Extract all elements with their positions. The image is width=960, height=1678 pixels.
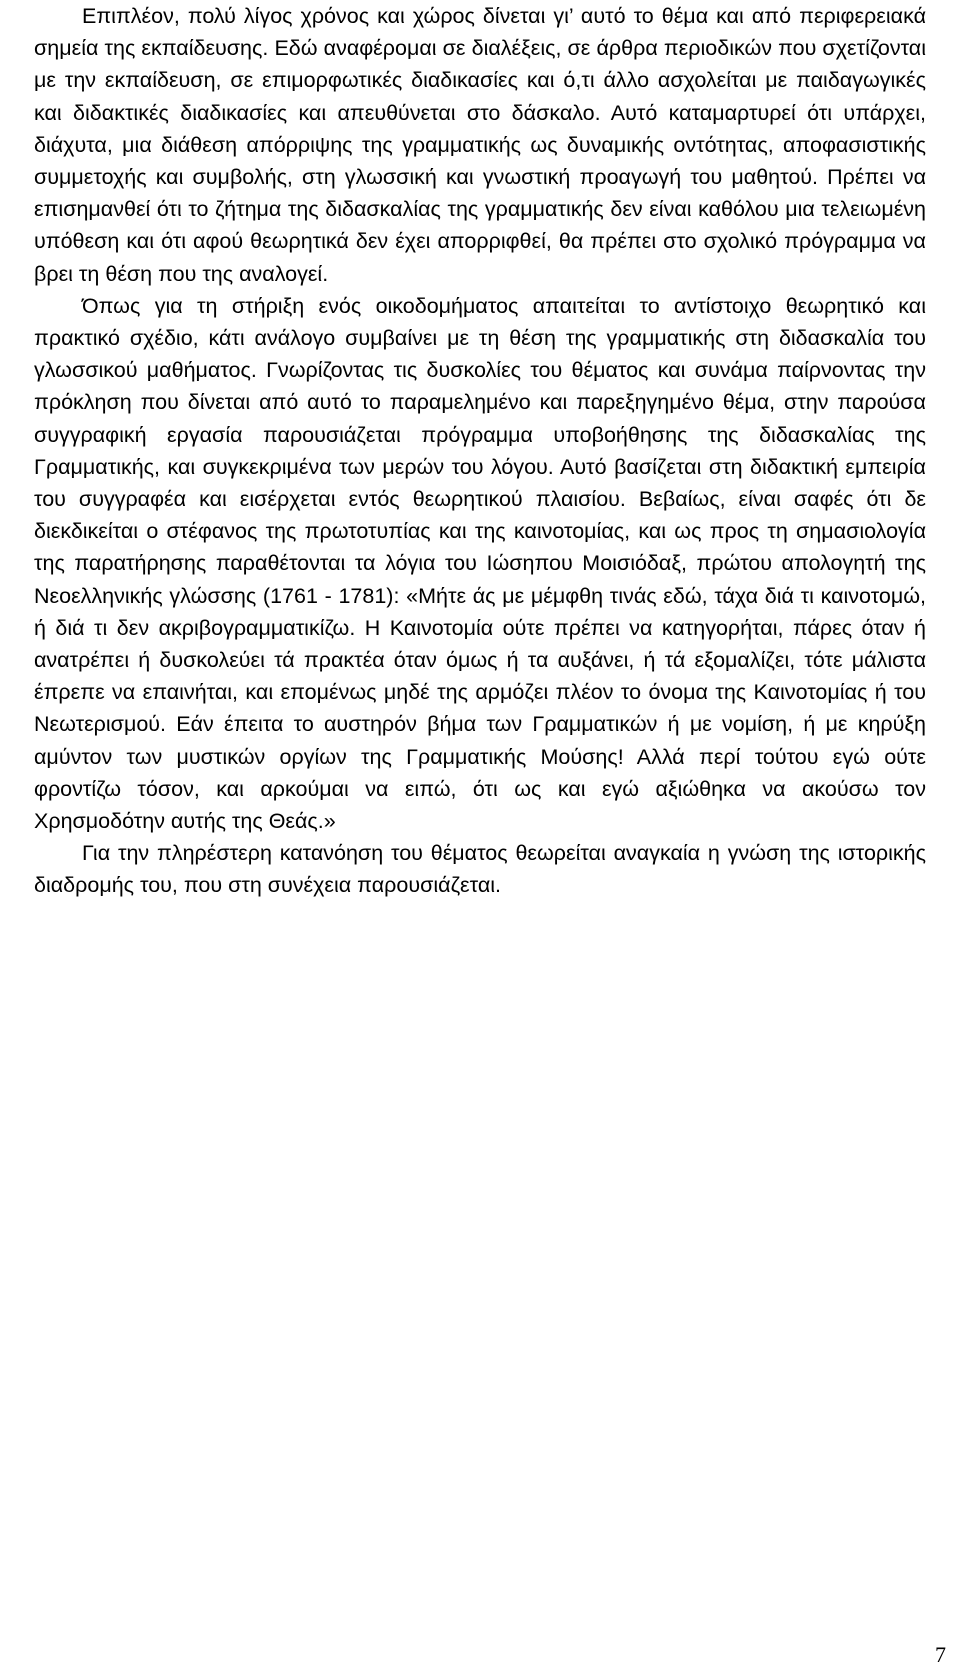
page-number: 7 — [935, 1642, 946, 1667]
paragraph-3: Για την πληρέστερη κατανόηση του θέματος θεωρείται αναγκαία η γνώση της ιστορικής διαδρομής του, που στη συνέχεια παρουσιάζεται. — [34, 841, 926, 898]
paragraph-1: Επιπλέον, πολύ λίγος χρόνος και χώρος δίνεται γι’ αυτό το θέμα και από περιφερειακά σημεία της εκπαίδευσης. Εδώ αναφέρομαι σε διαλέξεις, σε άρθρα περιοδικών που σχετίζονται με την εκπαίδευση, σε επιμορφωτικές διαδικασίες και ό,τι άλλο ασχολείται με παιδαγωγικές και διδακτικές διαδικασίες και απευθύνεται στο δάσκαλο. Αυτό καταμαρτυρεί ότι υπάρχει, διάχυτα, μια διάθεση απόρριψης της γραμματικής ως δυναμικής οντότητας, αποφασιστικής συμμετοχής και συμβολής, στη γλωσσική και γνωστική προαγωγή του μαθητού. Πρέπει να επισημανθεί ότι το ζήτημα της διδασκαλίας της γραμματικής δεν είναι καθόλου μια τελειωμένη υπόθεση και ότι αφού θεωρητικά δεν έχει απορριφθεί, θα πρέπει στο σχολικό πρόγραμμα να βρει τη θέση που της αναλογεί. — [34, 4, 926, 286]
document-body — [34, 0, 926, 902]
paragraph-2: Όπως για τη στήριξη ενός οικοδομήματος απαιτείται το αντίστοιχο θεωρητικό και πρακτικό σχέδιο, κάτι ανάλογο συμβαίνει με τη θέση της γραμματικής στη διδασκαλία του γλωσσικού μαθήματος. Γνωρίζοντας τις δυσκολίες του θέματος και συνάμα παίρνοντας την πρόκληση που δίνεται από αυτό το παραμελημένο και παρεξηγημένο θέμα, στην παρούσα συγγραφική εργασία παρουσιάζεται πρόγραμμα υποβοήθησης της διδασκαλίας της Γραμματικής, και συγκεκριμένα των μερών του λόγου. Αυτό βασίζεται στη διδακτική εμπειρία του συγγραφέα και εισέρχεται εντός θεωρητικού πλαισίου. Βεβαίως, είναι σαφές ότι δε διεκδικείται ο στέφανος της πρωτοτυπίας και της καινοτομίας, και ως προς τη σημασιολογία της παρατήρησης παραθέτονται τα λόγια του Ιώσηπου Μοισιόδαξ, πρώτου απολογητή της Νεοελληνικής γλώσσης (1761 - 1781): «Μήτε άς με μέμφθη τινάς εδώ, τάχα διά τι καινοτομώ, ή διά τι δεν ακριβογραμματικίζω. Η Καινοτομία ούτε πρέπει να κατηγορήται, πάρες όταν ή ανατρέπει ή δυσκολεύει τά πρακτέα όταν όμως ή τα αυξάνει, ή τά εξομαλίζει, τότε μάλιστα έπρεπε να επαινήται, και επομένως μηδέ της αρμόζει πλέον το όνομα της Καινοτομίας ή του Νεωτερισμού. Εάν έπειτα το αυστηρόν βήμα των Γραμματικών ή με νομίση, ή με κηρύξη αμύντον των μυστικών οργίων της Γραμματικής Μούσης! Αλλά περί τούτου εγώ ούτε φροντίζω τόσον, και αρκούμαι να ειπώ, ότι ως και εγώ αξιώθηκα να ακούσω τον Χρησμοδότην αυτής της Θεάς.» — [34, 293, 926, 834]
